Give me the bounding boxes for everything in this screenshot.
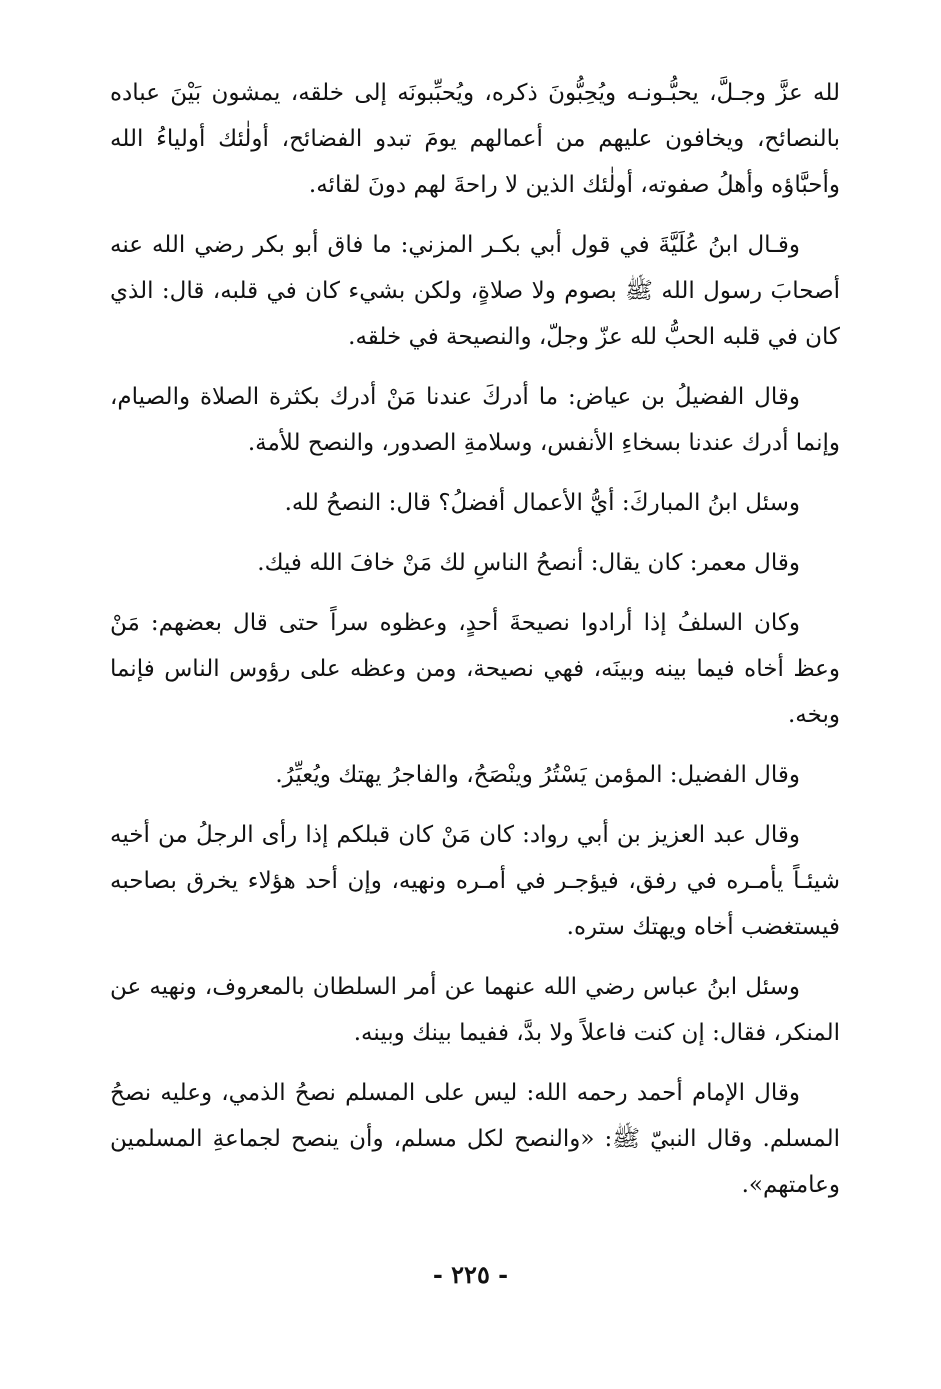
paragraph-10: وقال الإمام أحمد رحمه الله: ليس على المسلم نصحُ الذمي، وعليه نصحُ المسلم. وقال النبيّ ﷺ: «والنصح لكل مسلم، وأن ينصح لجماعةِ المسلمين وعامتهم». [110,1080,840,1198]
paragraph-4: وسئل ابنُ المباركَ: أيُّ الأعمال أفضلُ؟ قال: النصحُ لله. [284,490,800,516]
page-number: - ٢٢٥ - [432,1260,509,1289]
paragraph-7: وقال الفضيل: المؤمن يَسْتُرُ وينْصَحُ، والفاجرُ يهتك ويُعيِّرُ. [275,762,800,788]
paragraph-9: وسئل ابنُ عباس رضي الله عنهما عن أمر السلطان بالمعروف، ونهيه عن المنكر، فقال: إن كنت فاعلاً ولا بدَّ، ففيما بينك وبينه. [110,974,840,1046]
page-body [110,70,840,1222]
paragraph-5: وقال معمر: كان يقال: أنصحُ الناسِ لك مَنْ خافَ الله فيك. [257,550,800,576]
paragraph-1: لله عزَّ وجـلَّ، يحبُّـونـه ويُحِبُّونَ ذكره، ويُحبِّبونَه إلى خلقه، يمشون بَيْنَ عباده بالنصائح، ويخافون عليهم من أعمالهم يومَ تبدو الفضائح، أولٰئك أولياءُ الله وأحبَّاؤه وأهلُ صفوته، أولٰئك الذين لا راحةَ لهم دونَ لقائه. [110,80,840,198]
paragraph-2: وقـال ابنُ عُلَيَّةَ في قول أبي بكـر المزني: ما فاق أبو بكر رضي الله عنه أصحابَ رسول الله ﷺ بصوم ولا صلاةٍ، ولكن بشيء كان في قلبه، قال: الذي كان في قلبه الحبُّ لله عزّ وجلّ، والنصيحة في خلقه. [110,232,840,350]
paragraph-6: وكان السلفُ إذا أرادوا نصيحةَ أحدٍ، وعظوه سراً حتى قال بعضهم: مَنْ وعظ أخاه فيما بينه وبينَه، فهي نصيحة، ومن وعظه على رؤوس الناس فإنما وبخه. [110,610,840,728]
paragraph-8: وقال عبد العزيز بن أبي رواد: كان مَنْ كان قبلكم إذا رأى الرجلُ من أخيه شيئـاً يأمـره في رفق، فيؤجـر في أمـره ونهيه، وإن أحد هؤلاء يخرق بصاحبه فيستغضب أخاه ويهتك ستره. [110,822,840,940]
paragraph-3: وقال الفضيلُ بن عياض: ما أدركَ عندنا مَنْ أدرك بكثرة الصلاة والصيام، وإنما أدرك عندنا بسخاءِ الأنفس، وسلامةِ الصدور، والنصح للأمة. [110,384,840,456]
